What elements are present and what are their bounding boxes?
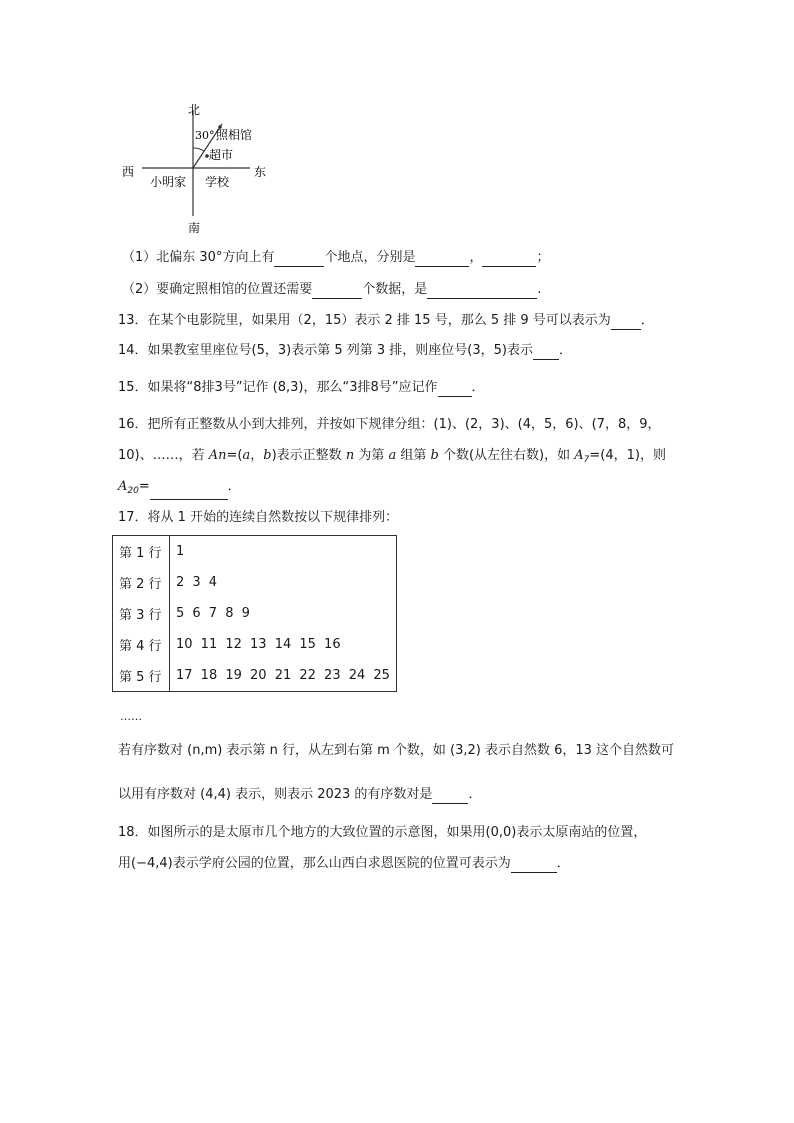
- row-label: 第 4 行: [113, 629, 170, 660]
- answer-blank[interactable]: [533, 345, 559, 360]
- row-numbers: 17 18 19 20 21 22 23 24 25: [176, 668, 390, 683]
- question-16-line3: $A_{20}=$ ．: [118, 478, 241, 500]
- question-17-line1: 若有序数对 (n,m) 表示第 n 行，从左到右第 m 个数，如 (3,2) 表示自然数 6，13 这个自然数可: [118, 743, 675, 758]
- answer-blank[interactable]: [482, 252, 536, 267]
- answer-blank[interactable]: [274, 252, 324, 267]
- east-label: 东: [254, 165, 267, 179]
- photo-studio-label: 照相馆: [216, 128, 253, 142]
- answer-blank[interactable]: [312, 284, 362, 299]
- north-label: 北: [188, 103, 201, 117]
- row-label: 第 2 行: [113, 567, 170, 598]
- row-label: 第 3 行: [113, 598, 170, 629]
- row-label: 第 5 行: [113, 660, 170, 692]
- row-numbers: 10 11 12 13 14 15 16: [176, 637, 341, 652]
- answer-blank[interactable]: [611, 315, 641, 330]
- south-label: 南: [188, 221, 201, 235]
- supermarket-label: 超市: [209, 148, 234, 162]
- table-row: [113, 536, 397, 568]
- angle-label: 30°: [195, 129, 215, 142]
- question-15: 15．如果将“8排3号”记作 (8,3)，那么“3排8号”应记作 ．: [118, 380, 485, 395]
- school-label: 学校: [205, 175, 230, 189]
- question-18-line1: 18．如图所示的是太原市几个地方的大致位置的示意图，如果用(0,0)表示太原南站的位置，: [118, 825, 647, 840]
- west-label: 西: [122, 165, 135, 179]
- answer-blank[interactable]: [415, 252, 469, 267]
- answer-blank[interactable]: [150, 485, 228, 500]
- question-17-intro: 17．将从 1 开始的连续自然数按以下规律排列：: [118, 510, 399, 525]
- question-18-line2: 用(−4,4)表示学府公园的位置，那么山西白求恩医院的位置可表示为 ．: [118, 856, 570, 871]
- table-row: [113, 660, 397, 692]
- question-16-line2: 10)、……，若 An=(a，b)表示正整数 n 为第 a 组第 b 个数(从左往右数)，如 $A_7=(4$，1)，则: [118, 448, 666, 465]
- q12-sub2: （2）要确定照相馆的位置还需要 个数据，是 .: [122, 282, 542, 297]
- table-row: [113, 629, 397, 660]
- q12-sub1: （1）北偏东 30°方向上有 个地点，分别是 ， ；: [122, 250, 550, 265]
- number-arrangement-table: [112, 535, 397, 692]
- row-numbers: 5 6 7 8 9: [176, 606, 250, 621]
- home-label: 小明家: [150, 175, 187, 189]
- table-row: [113, 598, 397, 629]
- table-row: [113, 567, 397, 598]
- row-numbers: 1: [176, 544, 185, 559]
- row-label: 第 1 行: [113, 536, 170, 568]
- row-numbers: 2 3 4: [176, 575, 218, 590]
- answer-blank[interactable]: [427, 284, 537, 299]
- answer-blank[interactable]: [511, 858, 557, 873]
- answer-blank[interactable]: [432, 789, 468, 804]
- compass-diagram: [110, 96, 275, 236]
- question-13: 13．在某个电影院里，如果用（2，15）表示 2 排 15 号，那么 5 排 9 号可以表示为 ．: [118, 313, 654, 328]
- ellipsis: ……: [120, 710, 142, 723]
- question-14: 14．如果教室里座位号(5，3)表示第 5 列第 3 排，则座位号(3，5)表示 ．: [118, 343, 573, 358]
- angle-arc: [193, 148, 204, 151]
- question-17-line2: 以用有序数对 (4,4) 表示，则表示 2023 的有序数对是 ．: [118, 787, 482, 802]
- answer-blank[interactable]: [438, 382, 472, 397]
- question-16-line1: 16．把所有正整数从小到大排列，并按如下规律分组：(1)、(2，3)、(4，5，6)、(7，8，9，: [118, 417, 661, 432]
